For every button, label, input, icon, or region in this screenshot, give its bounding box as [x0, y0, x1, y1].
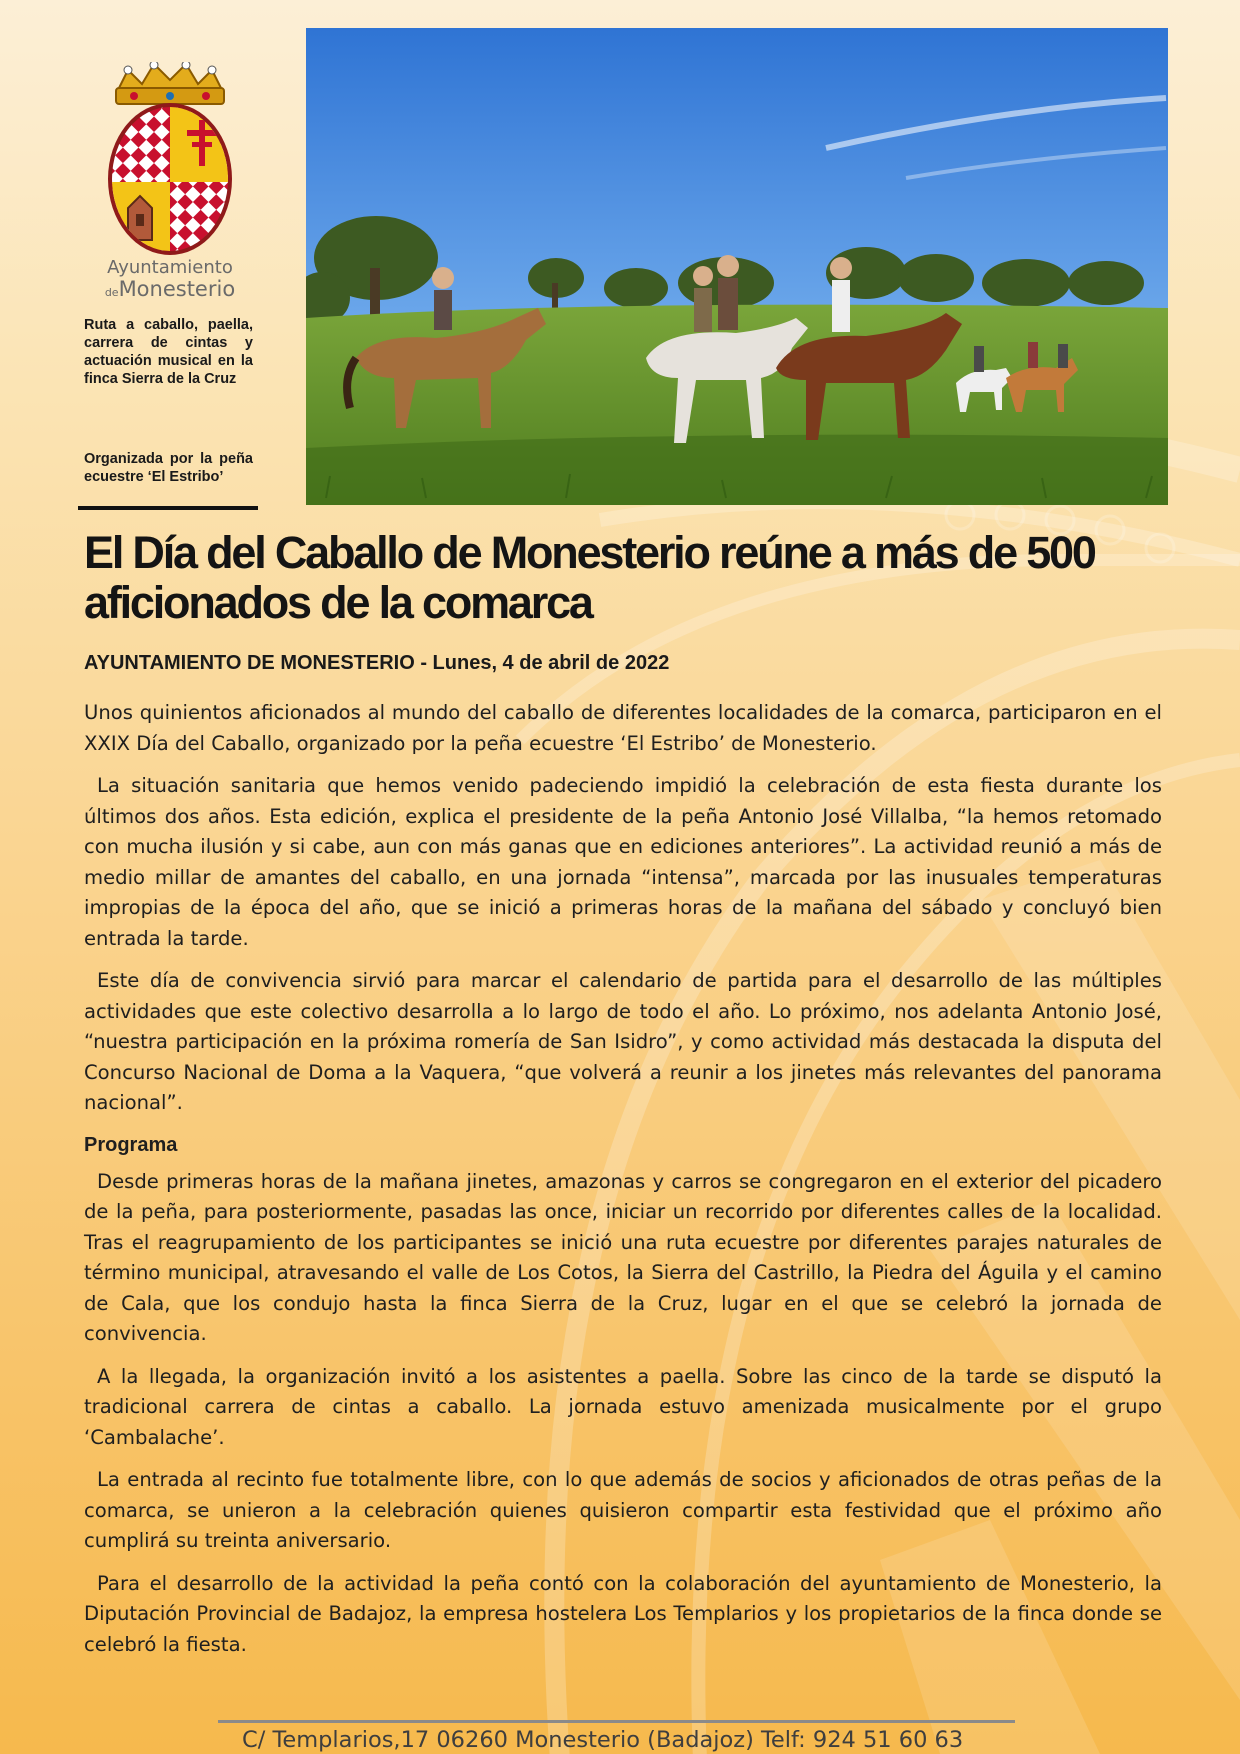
- paragraph-7: Para el desarrollo de la actividad la peña contó con la colaboración del ayuntamiento de Monesterio, la Diputación Provincial de Badajoz, la empresa hostelera Los Templarios y los propietarios de la finca donde se celebró la fiesta.: [84, 1571, 1162, 1656]
- footer-address: C/ Templarios,17 06260 Monesterio (Badajoz) Telf: 924 51 60 63: [242, 1727, 964, 1753]
- horse-riders-photo: [306, 28, 1168, 505]
- sidebar-summary: Ruta a caballo, paella, carrera de cintas y actuación musical en la finca Sierra de la Cruz: [84, 317, 253, 387]
- footer-divider: [218, 1720, 1015, 1723]
- municipal-logo: [84, 62, 256, 300]
- paragraph-intro: Unos quinientos aficionados al mundo del caballo de diferentes localidades de la comarca, participaron en el XXIX Día del Caballo, organizado por la peña ecuestre ‘El Estribo’ de Monesterio.: [84, 701, 1162, 755]
- article-headline: El Día del Caballo de Monesterio reúne a más de 500 aficionados de la comarca: [84, 527, 1095, 628]
- logo-caption: [84, 259, 256, 300]
- logo-line2-name: Monesterio: [118, 276, 236, 301]
- paragraph-2: La situación sanitaria que hemos venido padeciendo impidió la celebración de esta fiesta durante los últimos dos años. Esta edición, explica el presidente de la peña Antonio José Villalba, “la hemos retomado con mucha ilusión y si cabe, aun con más ganas que en ediciones anteriores”. La actividad reunió a más de medio millar de amantes del caballo, en una jornada “intensa”, marcada por las inusuales temperaturas impropias de la época del año, que se inició a primeras horas de la mañana del sábado y concluyó bien entrada la tarde.: [84, 774, 1162, 950]
- article-body: [84, 698, 1162, 1672]
- logo-line2: [84, 278, 256, 300]
- sidebar-divider: [78, 506, 258, 510]
- article-byline: AYUNTAMIENTO DE MONESTERIO - Lunes, 4 de abril de 2022: [84, 652, 670, 674]
- sidebar-organizer: Organizada por la peña ecuestre ‘El Estribo’: [84, 451, 253, 485]
- paragraph-6: La entrada al recinto fue totalmente libre, con lo que además de socios y aficionados de otras peñas de la comarca, se unieron a la celebración quienes quisieron compartir esta festividad que el próximo año cumplirá su treinta aniversario.: [84, 1468, 1162, 1552]
- logo-line1: Ayuntamiento: [107, 257, 233, 278]
- coat-of-arms-icon: [84, 62, 256, 257]
- paragraph-3: Este día de convivencia sirvió para marcar el calendario de partida para el desarrollo de las múltiples actividades que este colectivo desarrolla a lo largo de todo el año. Lo próximo, nos adelanta Antonio José, “nuestra participación en la próxima romería de San Isidro”, y como actividad más destacada la disputa del Concurso Nacional de Doma a la Vaquera, “que volverá a reunir a los jinetes más relevantes del panorama nacional”.: [84, 969, 1162, 1114]
- logo-line2-prefix: de: [104, 285, 119, 299]
- section-title-programa: Programa: [84, 1133, 178, 1156]
- paragraph-4: Desde primeras horas de la mañana jinetes, amazonas y carros se congregaron en el exterior del picadero de la peña, para posteriormente, pasadas las once, iniciar un recorrido por diferentes calles de la localidad. Tras el reagrupamiento de los participantes se inició una ruta ecuestre por diferentes parajes naturales de término municipal, atravesando el valle de Los Cotos, la Sierra del Castrillo, la Piedra del Águila y el camino de Cala, que los condujo hasta la finca Sierra de la Cruz, lugar en el que se celebró la jornada de convivencia.: [84, 1169, 1162, 1345]
- paragraph-5: A la llegada, la organización invitó a los asistentes a paella. Sobre las cinco de la tarde se disputó la tradicional carrera de cintas a caballo. La jornada estuvo amenizada musicalmente por el grupo ‘Cambalache’.: [84, 1364, 1162, 1449]
